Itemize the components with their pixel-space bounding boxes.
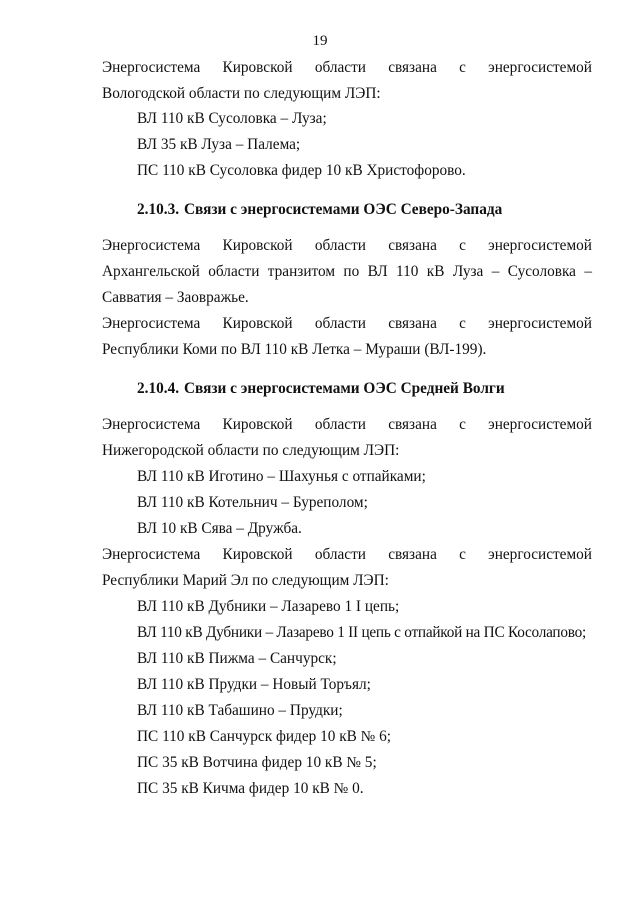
paragraph-line: Республики Марий Эл по следующим ЛЭП: [102,572,389,589]
paragraph-line: Архангельской области транзитом по ВЛ 110 кВ Луза – Сусоловка – [102,263,592,280]
list-item: ПС 35 кВ Кичма фидер 10 кВ № 0. [137,780,364,797]
page-number: 19 [312,33,328,49]
section-heading [137,380,505,398]
list-item: ВЛ 110 кВ Иготино – Шахунья с отпайками; [137,468,426,485]
paragraph-line: Республики Коми по ВЛ 110 кВ Летка – Мураши (ВЛ-199). [102,341,487,358]
paragraph-line: Вологодской области по следующим ЛЭП: [102,85,381,102]
list-item: ВЛ 35 кВ Луза – Палема; [137,136,301,153]
list-item: ВЛ 110 кВ Прудки – Новый Торъял; [137,676,371,693]
paragraph-line: Энергосистема Кировской области связана с энергосистемой [102,237,592,254]
section-title: Связи с энергосистемами ОЭС Средней Волги [184,380,505,397]
section-title: Связи с энергосистемами ОЭС Северо-Запада [184,201,503,218]
list-item: ПС 110 кВ Санчурск фидер 10 кВ № 6; [137,728,391,745]
paragraph-line: Энергосистема Кировской области связана с энергосистемой [102,315,592,332]
list-item: ВЛ 110 кВ Дубники – Лазарево 1 II цепь с отпайкой на ПС Косолапово; [137,624,587,641]
paragraph-line: Нижегородской области по следующим ЛЭП: [102,442,400,459]
list-item: ВЛ 110 кВ Дубники – Лазарево 1 I цепь; [137,598,400,615]
paragraph-line: Энергосистема Кировской области связана с энергосистемой [102,546,592,563]
list-item: ВЛ 110 кВ Сусоловка – Луза; [137,110,327,127]
paragraph-line: Энергосистема Кировской области связана с энергосистемой [102,416,592,433]
list-item: ВЛ 10 кВ Сява – Дружба. [137,520,302,537]
section-number: 2.10.3. [137,201,180,218]
section-number: 2.10.4. [137,380,180,397]
list-item: ВЛ 110 кВ Пижма – Санчурск; [137,650,337,667]
list-item: ПС 35 кВ Вотчина фидер 10 кВ № 5; [137,754,377,771]
section-heading [137,201,502,219]
list-item: ВЛ 110 кВ Табашино – Прудки; [137,702,343,719]
paragraph-line: Энергосистема Кировской области связана с энергосистемой [102,59,592,76]
paragraph-line: Савватия – Заовражье. [102,289,249,306]
list-item: ПС 110 кВ Сусоловка фидер 10 кВ Христофорово. [137,162,466,179]
list-item: ВЛ 110 кВ Котельнич – Буреполом; [137,494,368,511]
